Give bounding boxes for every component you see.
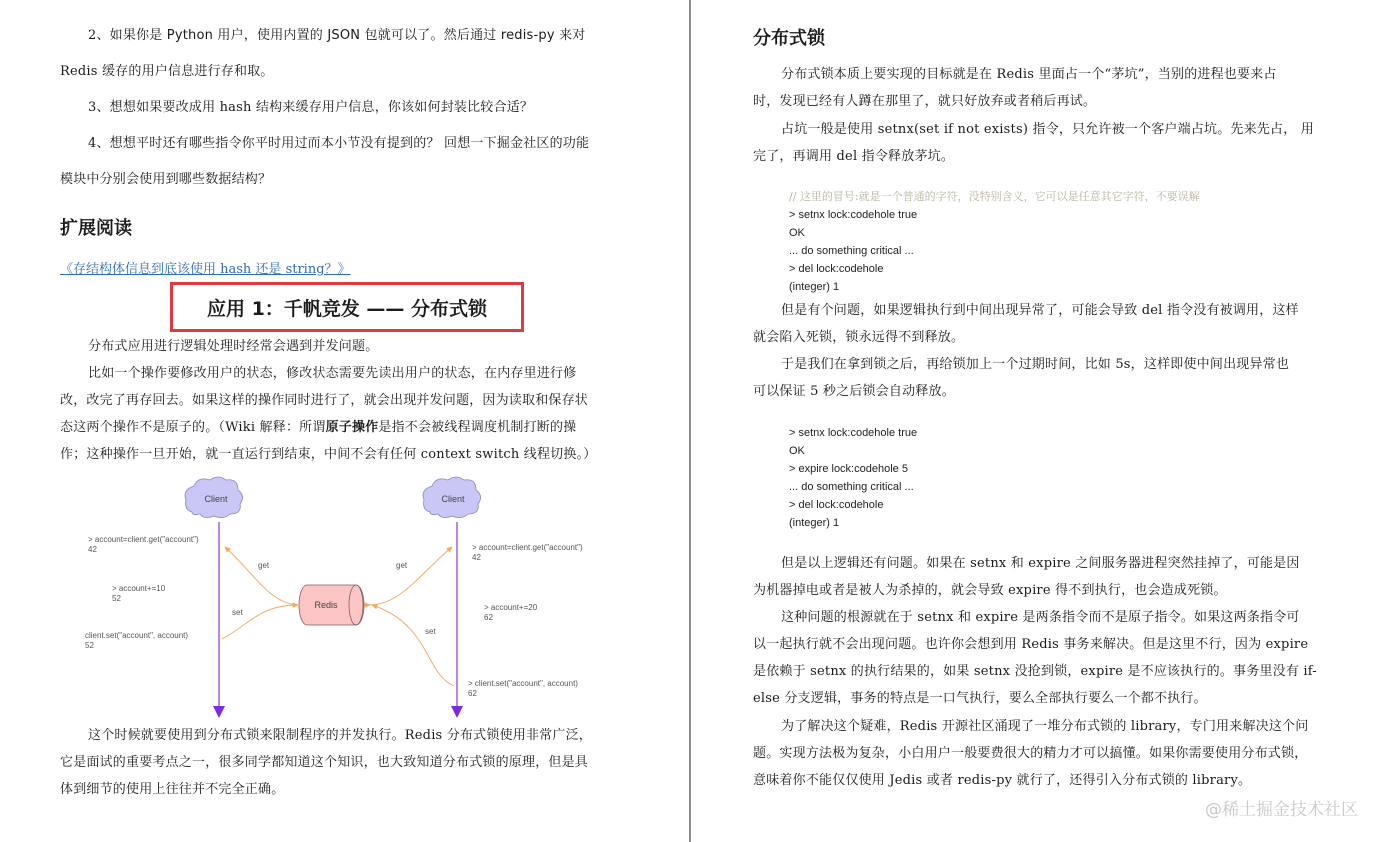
left-page <box>0 0 689 842</box>
question-3: 3、想想如果要改成用 hash 结构来缓存用户信息，你该如何封装比较合适？ <box>88 100 534 115</box>
svg-text:Redis: Redis <box>314 600 338 610</box>
code-line: > setnx lock:codehole true <box>789 427 918 439</box>
r-para2-line2: 完了，再调用 del 指令释放茅坑。 <box>753 149 955 164</box>
svg-text:> account+=10: > account+=10 <box>112 584 166 593</box>
code-comment: // 这里的冒号:就是一个普通的字符，没特别含义，它可以是任意其它字符，不要误解 <box>789 190 1200 203</box>
r-para6-line4: else 分支逻辑，事务的特点是一口气执行，要么全部执行要么一个都不执行。 <box>753 691 1207 706</box>
question-4: 4、想想平时还有哪些指令你平时用过而本小节没有提到的？ 回想一下掘金社区的功能 <box>88 136 590 151</box>
svg-text:42: 42 <box>472 553 481 562</box>
para2-line1: 比如一个操作要修改用户的状态，修改状态需要先读出用户的状态，在内存里进行修 <box>88 366 577 381</box>
para2-line4: 作；这种操作一旦开始，就一直运行到结束，中间不会有任何 context switch 线程切换。） <box>60 447 597 462</box>
code-line: OK <box>789 227 805 239</box>
r-para7-line2: 题。实现方法极为复杂，小白用户一般要费很大的精力才可以搞懂。如果你需要使用分布式锁， <box>753 746 1308 761</box>
r-para6-line1: 这种问题的根源就在于 setnx 和 expire 是两条指令而不是原子指令。如果这两条指令可 <box>781 610 1300 625</box>
para3-line2: 它是面试的重要考点之一，很多同学都知道这个知识，也大致知道分布式锁的原理，但是具 <box>60 755 589 770</box>
para2-line2: 改，改完了再存回去。如果这样的操作同时进行了，就会出现并发问题，因为读取和保存状 <box>60 393 589 408</box>
svg-text:set: set <box>425 627 436 636</box>
r-para1-line2: 时，发现已经有人蹲在那里了，就只好放弃或者稍后再试。 <box>753 94 1097 109</box>
code-block-1 <box>789 188 1200 296</box>
para2-line3: 态这两个操作不是原子的。（Wiki 解释：所谓原子操作是指不会被线程调度机制打断的操 <box>60 420 577 435</box>
svg-text:52: 52 <box>112 594 121 603</box>
section-title-box: 应用 1：千帆竞发 —— 分布式锁 <box>170 282 524 332</box>
atomic-op-bold: 原子操作 <box>325 420 379 435</box>
svg-text:client.set("account", account): client.set("account", account) <box>85 631 189 640</box>
r-para7-line1: 为了解决这个疑难，Redis 开源社区涌现了一堆分布式锁的 library，专门用来解决这个问 <box>781 719 1309 734</box>
code-line: (integer) 1 <box>789 517 840 529</box>
svg-text:62: 62 <box>468 689 477 698</box>
right-page <box>691 0 1380 842</box>
r-para6-line3: 是依赖于 setnx 的执行结果的，如果 setnx 没抢到锁，expire 是不应该执行的。事务里没有 if- <box>753 664 1317 679</box>
r-para2-line1: 占坑一般是使用 setnx(set if not exists) 指令，只允许被一个客户端占坑。先来先占， 用 <box>781 122 1314 137</box>
svg-text:Client: Client <box>204 494 228 504</box>
svg-text:52: 52 <box>85 641 94 650</box>
r-para3-line2: 就会陷入死锁，锁永远得不到释放。 <box>753 330 965 345</box>
code-line: OK <box>789 445 805 457</box>
svg-text:> client.set("account", accoun: > client.set("account", account) <box>468 679 578 688</box>
intro-paragraph: 分布式应用进行逻辑处理时经常会遇到并发问题。 <box>88 339 379 354</box>
code-line: > del lock:codehole <box>789 499 884 511</box>
svg-text:> account+=20: > account+=20 <box>484 603 538 612</box>
code-block-2 <box>789 424 917 532</box>
para3-line1: 这个时候就要使用到分布式锁来限制程序的并发执行。Redis 分布式锁使用非常广泛， <box>88 728 592 743</box>
svg-text:Client: Client <box>441 494 465 504</box>
code-line: ... do something critical ... <box>789 245 914 257</box>
distributed-lock-heading: 分布式锁 <box>753 28 825 49</box>
svg-text:get: get <box>396 561 408 570</box>
extended-reading-link[interactable]: 《存结构体信息到底该使用 hash 还是 string？》 <box>60 262 351 277</box>
concurrency-diagram <box>80 474 620 720</box>
code-line: (integer) 1 <box>789 281 840 293</box>
svg-text:> account=client.get("account": > account=client.get("account") <box>88 535 199 544</box>
r-para4-line1: 于是我们在拿到锁之后，再给锁加上一个过期时间，比如 5s，这样即使中间出现异常也 <box>781 357 1290 372</box>
watermark: @稀土掘金技术社区 <box>1205 800 1358 820</box>
svg-text:get: get <box>258 561 270 570</box>
para3-line3: 体到细节的使用上往往并不完全正确。 <box>60 782 285 797</box>
svg-text:> account=client.get("account": > account=client.get("account") <box>472 543 583 552</box>
r-para5-line2: 为机器掉电或者是被人为杀掉的，就会导致 expire 得不到执行，也会造成死锁。 <box>753 583 1227 598</box>
question-4-cont: 模块中分别会使用到哪些数据结构？ <box>60 172 272 187</box>
question-2-cont: Redis 缓存的用户信息进行存和取。 <box>60 64 274 79</box>
code-line: > expire lock:codehole 5 <box>789 463 908 475</box>
r-para5-line1: 但是以上逻辑还有问题。如果在 setnx 和 expire 之间服务器进程突然挂掉了，可能是因 <box>781 556 1300 571</box>
svg-text:62: 62 <box>484 613 493 622</box>
extended-reading-heading: 扩展阅读 <box>60 218 132 239</box>
code-line: > del lock:codehole <box>789 263 884 275</box>
code-line: ... do something critical ... <box>789 481 914 493</box>
code-line: > setnx lock:codehole true <box>789 209 918 221</box>
svg-text:42: 42 <box>88 545 97 554</box>
r-para7-line3: 意味着你不能仅仅使用 Jedis 或者 redis-py 就行了，还得引入分布式锁的 library。 <box>753 773 1252 788</box>
svg-text:set: set <box>232 608 243 617</box>
r-para4-line2: 可以保证 5 秒之后锁会自动释放。 <box>753 384 955 399</box>
r-para6-line2: 以一起执行就不会出现问题。也许你会想到用 Redis 事务来解决。但是这里不行，因为 expire <box>753 637 1309 652</box>
r-para3-line1: 但是有个问题，如果逻辑执行到中间出现异常了，可能会导致 del 指令没有被调用，这样 <box>781 303 1299 318</box>
question-2: 2、如果你是 Python 用户，使用内置的 JSON 包就可以了。然后通过 redis-py 来对 <box>88 28 586 43</box>
r-para1-line1: 分布式锁本质上要实现的目标就是在 Redis 里面占一个“茅坑”，当别的进程也要来占 <box>781 67 1277 82</box>
